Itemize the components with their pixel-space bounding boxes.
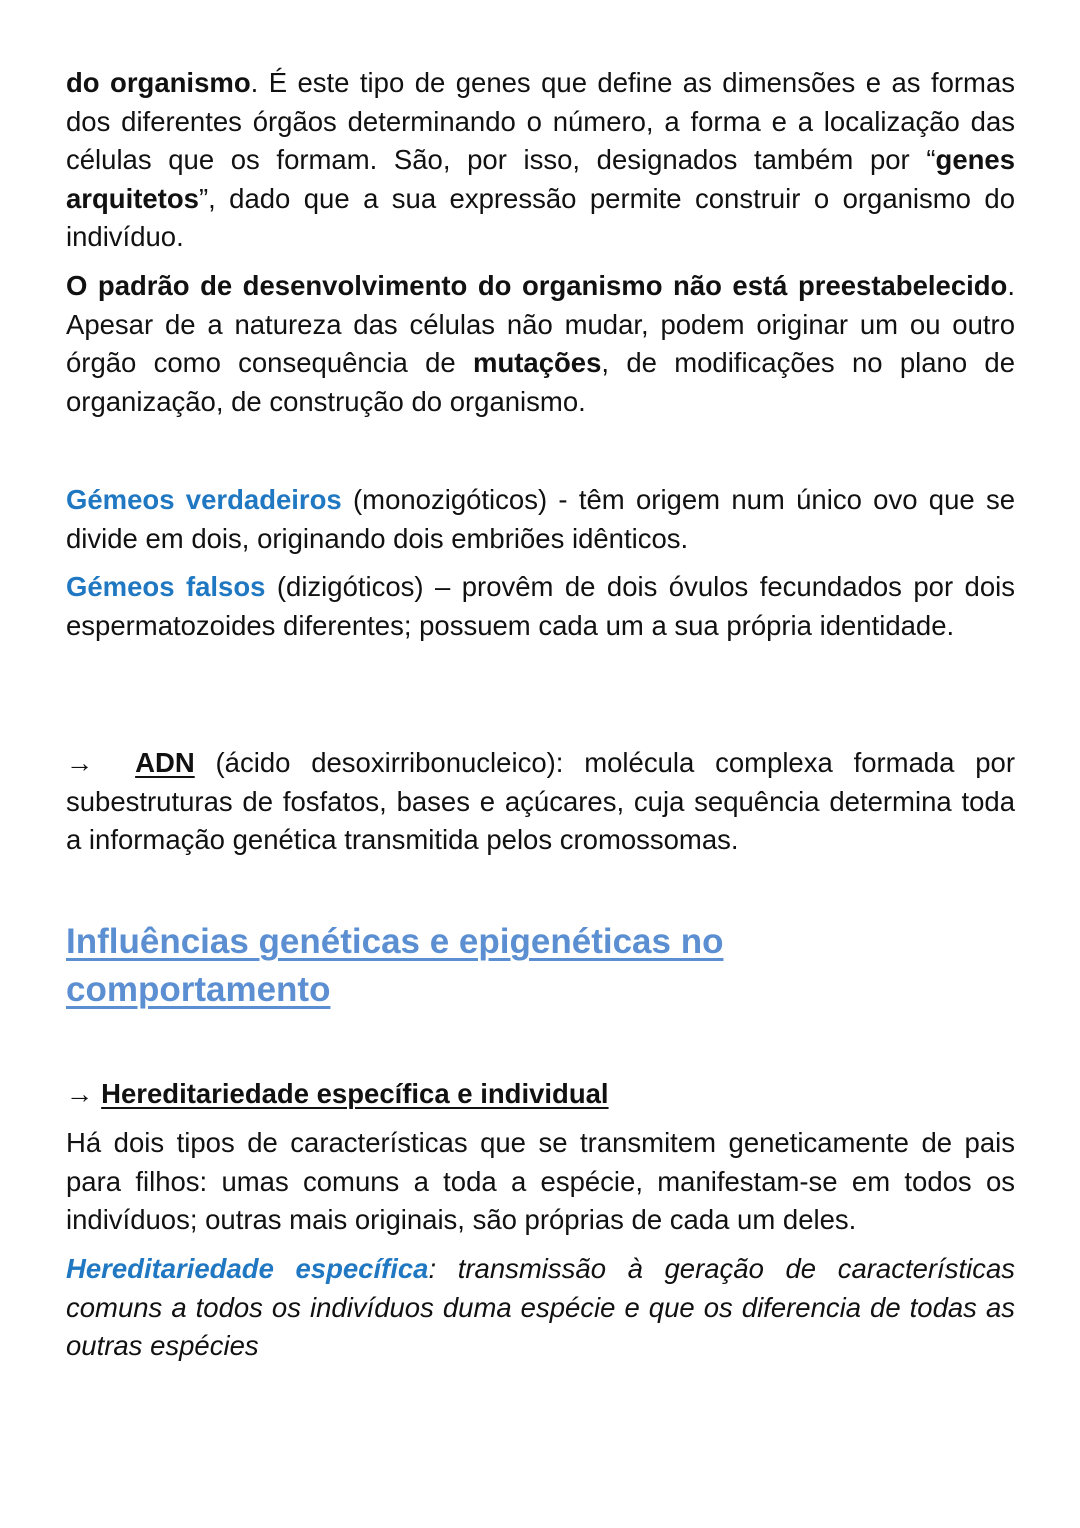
paragraph-development: [66, 267, 1015, 421]
arrow-icon: →: [66, 1078, 94, 1109]
paragraph-heredity: Há dois tipos de características que se transmitem geneticamente de pais para filhos: umas comuns a toda a espécie, manifestam-se em todos os indivíduos; outras mais originais, são próprias de cada um deles.: [66, 1127, 1015, 1235]
text: ”, dado que a sua expressão permite construir o organismo do indivíduo.: [66, 182, 1015, 252]
subheading-label: Hereditariedade específica e individual: [101, 1078, 609, 1109]
paragraph-specific-heredity: [66, 1250, 1015, 1366]
text: (monozigóticos) - têm origem num único ovo que se divide em dois, originando dois embriões idênticos.: [66, 484, 1015, 554]
bold-text: do organismo: [66, 67, 251, 98]
term: Gémeos falsos: [66, 571, 266, 602]
bold-text: mutações: [473, 347, 602, 378]
term: Gémeos verdadeiros: [66, 484, 342, 515]
term: Hereditariedade específica: [66, 1253, 429, 1284]
text: (ácido desoxirribonucleico): molécula complexa formada por subestruturas de fosfatos, bases e açúcares, cuja sequência determina toda a informação genética transmitida pelos cromossomas.: [66, 747, 1015, 855]
paragraph-architect-genes: [66, 64, 1015, 257]
text: , de modificações no plano de organização, de construção do organismo.: [66, 347, 1015, 417]
subheading: [66, 1075, 1015, 1114]
paragraph-dna: [66, 744, 1015, 860]
text: . É este tipo de genes que define as dimensões e as formas dos diferentes órgãos determinando o número, a forma e a localização das células que os formam. São, por isso, designados também por “: [66, 67, 1015, 175]
section-heading: Influências genéticas e epigenéticas no comportamento: [66, 922, 724, 1009]
bold-text: O padrão de desenvolvimento do organismo não está preestabelecido: [66, 270, 1008, 301]
paragraph-fraternal-twins: [66, 568, 1015, 645]
term: ADN: [135, 747, 195, 778]
text: (dizigóticos) – provêm de dois óvulos fecundados por dois espermatozoides diferentes; possuem cada um a sua própria identidade.: [66, 571, 1015, 641]
text: : transmissão à geração de características comuns a todos os indivíduos duma espécie e que os diferencia de todas as outras espécies: [66, 1253, 1015, 1361]
text: . Apesar de a natureza das células não mudar, podem originar um ou outro órgão como consequência de: [66, 270, 1015, 378]
arrow-icon: →: [66, 747, 94, 778]
bold-text: genes arquitetos: [66, 144, 1015, 214]
paragraph-identical-twins: [66, 481, 1015, 558]
